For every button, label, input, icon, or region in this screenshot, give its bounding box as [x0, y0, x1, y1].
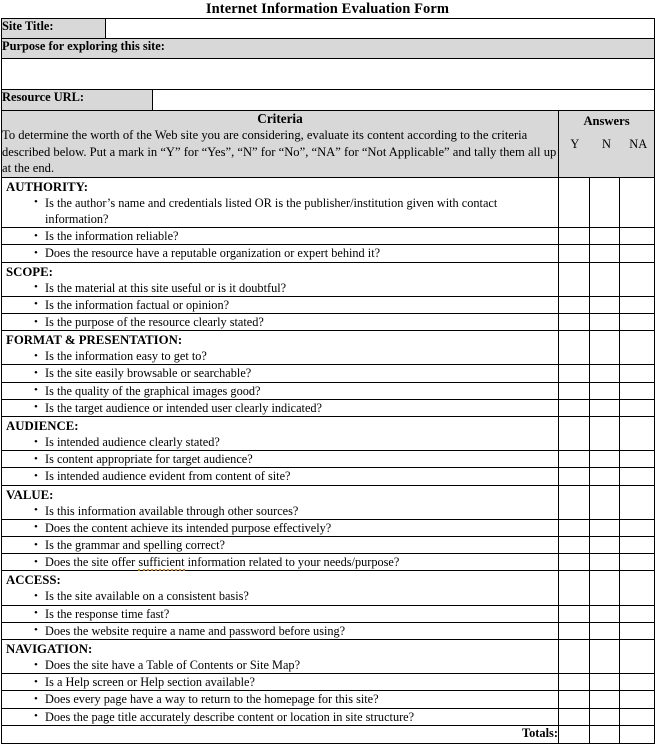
section-row-value — [2, 485, 655, 519]
section-heading-value: VALUE: — [6, 487, 54, 502]
question-row — [2, 245, 655, 262]
answer-box-n[interactable] — [590, 245, 620, 262]
question-cell — [2, 451, 559, 468]
answer-box-na[interactable] — [620, 177, 655, 227]
answer-box-na[interactable] — [620, 262, 655, 296]
totals-box-y[interactable] — [559, 725, 590, 743]
answer-box-y[interactable] — [559, 245, 590, 262]
question-item: • Is the author’s name and credentials listed OR is the publisher/institution given with contact information? — [34, 195, 558, 227]
answer-box-na[interactable] — [620, 296, 655, 313]
answer-box-n[interactable] — [590, 537, 620, 554]
question-cell — [2, 519, 559, 536]
question-item: • Is the information reliable? — [34, 228, 558, 244]
answer-box-y[interactable] — [559, 468, 590, 485]
answer-box-na[interactable] — [620, 674, 655, 691]
question-item: • Is the information factual or opinion? — [34, 297, 558, 313]
answer-box-n[interactable] — [590, 519, 620, 536]
answer-box-n[interactable] — [590, 622, 620, 639]
answer-box-y[interactable] — [559, 571, 590, 605]
question-item: • Is the quality of the graphical images good? — [34, 383, 558, 399]
answer-column-n: N — [602, 137, 611, 151]
answer-box-y[interactable] — [559, 485, 590, 519]
question-item: • Is the response time fast? — [34, 606, 558, 622]
totals-label: Totals: — [2, 725, 559, 743]
question-cell — [2, 622, 559, 639]
answer-box-n[interactable] — [590, 296, 620, 313]
answer-box-y[interactable] — [559, 691, 590, 708]
answer-box-na[interactable] — [620, 417, 655, 451]
answer-box-n[interactable] — [590, 554, 620, 571]
question-cell — [2, 245, 559, 262]
section-cell-scope — [2, 262, 559, 296]
question-row — [2, 365, 655, 382]
section-cell-value — [2, 485, 559, 519]
question-cell — [2, 314, 559, 331]
answer-box-y[interactable] — [559, 262, 590, 296]
question-item: • Does the site have a Table of Contents or Site Map? — [34, 657, 558, 673]
site-title-label: Site Title: — [2, 19, 106, 39]
answer-box-na[interactable] — [620, 382, 655, 399]
answer-box-y[interactable] — [559, 554, 590, 571]
answer-box-y[interactable] — [559, 451, 590, 468]
answer-box-y[interactable] — [559, 519, 590, 536]
question-cell — [2, 399, 559, 416]
section-heading-format: FORMAT & PRESENTATION: — [6, 333, 183, 348]
question-cell — [2, 296, 559, 313]
criteria-header-cell — [2, 111, 559, 178]
question-item: • Is content appropriate for target audience? — [34, 451, 558, 467]
question-cell — [2, 605, 559, 622]
answer-box-y[interactable] — [559, 674, 590, 691]
answer-box-y[interactable] — [559, 365, 590, 382]
question-cell — [2, 228, 559, 245]
answer-box-n[interactable] — [590, 708, 620, 725]
answer-box-n[interactable] — [590, 571, 620, 605]
question-row — [2, 451, 655, 468]
question-item: • Does the website require a name and password before using? — [34, 623, 558, 639]
question-item: • Is intended audience clearly stated? — [34, 434, 558, 450]
section-cell-format — [2, 331, 559, 365]
question-cell — [2, 691, 559, 708]
answer-box-y[interactable] — [559, 331, 590, 365]
answer-column-na: NA — [629, 137, 648, 151]
answer-column-labels — [559, 137, 654, 152]
criteria-title: Criteria — [257, 111, 303, 126]
question-cell — [2, 365, 559, 382]
section-row-navigation — [2, 640, 655, 674]
question-row — [2, 674, 655, 691]
criteria-header-row — [2, 111, 655, 178]
answer-box-n[interactable] — [590, 314, 620, 331]
resource-url-label: Resource URL: — [2, 90, 153, 111]
answer-box-na[interactable] — [620, 519, 655, 536]
answer-box-na[interactable] — [620, 691, 655, 708]
site-title-input[interactable] — [106, 19, 655, 39]
answer-box-na[interactable] — [620, 708, 655, 725]
site-title-row — [2, 19, 655, 39]
question-cell-sufficient — [2, 554, 559, 571]
purpose-label: Purpose for exploring this site: — [2, 39, 655, 59]
answer-box-y[interactable] — [559, 228, 590, 245]
answer-box-n[interactable] — [590, 177, 620, 227]
answer-box-n[interactable] — [590, 331, 620, 365]
answer-box-na[interactable] — [620, 245, 655, 262]
question-item: • Does every page have a way to return to the homepage for this site? — [34, 691, 558, 707]
page-title: Internet Information Evaluation Form — [205, 1, 450, 17]
question-item: • Does the page title accurately describe content or location in site structure? — [34, 709, 558, 725]
answer-box-y[interactable] — [559, 605, 590, 622]
section-cell-access — [2, 571, 559, 605]
answer-box-na[interactable] — [620, 605, 655, 622]
answer-box-na[interactable] — [620, 537, 655, 554]
answer-box-n[interactable] — [590, 417, 620, 451]
question-item: • Is the target audience or intended user clearly indicated? — [34, 400, 558, 416]
purpose-entry-row — [2, 59, 655, 90]
answer-box-n[interactable] — [590, 605, 620, 622]
evaluation-form-table — [1, 18, 655, 744]
answer-box-na[interactable] — [620, 331, 655, 365]
question-row — [2, 537, 655, 554]
purpose-input[interactable] — [2, 59, 655, 90]
criteria-instructions: To determine the worth of the Web site you are considering, evaluate its content according to the criteria described below. Put a mark in “Y” for “Yes”, “N” for “No”, “NA” for “Not Applicable” and tally them all up at the end. — [2, 128, 557, 176]
purpose-label-row — [2, 39, 655, 59]
answer-box-na[interactable] — [620, 622, 655, 639]
question-item: • Is the information easy to get to? — [34, 348, 558, 364]
question-cell — [2, 468, 559, 485]
answer-box-y[interactable] — [559, 177, 590, 227]
answer-box-n[interactable] — [590, 485, 620, 519]
question-cell — [2, 674, 559, 691]
question-item: • Is the site easily browsable or searchable? — [34, 365, 558, 381]
question-item: • Does the content achieve its intended purpose effectively? — [34, 520, 558, 536]
section-row-format — [2, 331, 655, 365]
section-row-access — [2, 571, 655, 605]
question-row — [2, 468, 655, 485]
answer-box-na[interactable] — [620, 640, 655, 674]
question-row — [2, 314, 655, 331]
answer-box-y[interactable] — [559, 537, 590, 554]
question-row — [2, 622, 655, 639]
totals-row — [2, 725, 655, 743]
question-item: • Is this information available through other sources? — [34, 503, 558, 519]
resource-url-input[interactable] — [153, 90, 655, 111]
answer-box-n[interactable] — [590, 468, 620, 485]
question-item: • Is the grammar and spelling correct? — [34, 537, 558, 553]
question-row — [2, 399, 655, 416]
answer-box-n[interactable] — [590, 228, 620, 245]
answer-box-n[interactable] — [590, 399, 620, 416]
answer-box-y[interactable] — [559, 296, 590, 313]
answer-box-n[interactable] — [590, 691, 620, 708]
question-row — [2, 691, 655, 708]
answer-box-na[interactable] — [620, 554, 655, 571]
answer-column-y: Y — [570, 137, 580, 151]
section-cell-authority — [2, 177, 559, 227]
question-row — [2, 382, 655, 399]
answer-box-n[interactable] — [590, 640, 620, 674]
answer-box-na[interactable] — [620, 314, 655, 331]
answer-box-y[interactable] — [559, 622, 590, 639]
question-item: • Is the purpose of the resource clearly stated? — [34, 314, 558, 330]
answer-box-y[interactable] — [559, 417, 590, 451]
question-cell — [2, 382, 559, 399]
answers-label: Answers — [583, 114, 630, 128]
section-heading-navigation: NAVIGATION: — [6, 642, 93, 657]
totals-box-na[interactable] — [620, 725, 655, 743]
spellcheck-underline: sufficient — [138, 555, 185, 570]
totals-box-n[interactable] — [590, 725, 620, 743]
answer-box-y[interactable] — [559, 314, 590, 331]
question-row — [2, 519, 655, 536]
answer-box-n[interactable] — [590, 365, 620, 382]
answer-box-n[interactable] — [590, 674, 620, 691]
answer-box-na[interactable] — [620, 365, 655, 382]
question-cell — [2, 708, 559, 725]
answer-box-y[interactable] — [559, 382, 590, 399]
resource-url-row — [2, 90, 655, 111]
answer-box-n[interactable] — [590, 382, 620, 399]
answer-box-n[interactable] — [590, 451, 620, 468]
answer-box-na[interactable] — [620, 228, 655, 245]
question-item: • Is the site available on a consistent basis? — [34, 588, 558, 604]
question-row — [2, 605, 655, 622]
answer-box-na[interactable] — [620, 485, 655, 519]
section-row-audience — [2, 417, 655, 451]
question-cell — [2, 537, 559, 554]
answer-box-na[interactable] — [620, 451, 655, 468]
question-row — [2, 708, 655, 725]
section-row-authority — [2, 177, 655, 227]
question-row — [2, 296, 655, 313]
answer-box-y[interactable] — [559, 640, 590, 674]
answer-box-na[interactable] — [620, 468, 655, 485]
question-item: • Does the site offer sufficient information related to your needs/purpose? — [34, 554, 558, 570]
question-item: • Does the resource have a reputable organization or expert behind it? — [34, 245, 558, 261]
answer-box-y[interactable] — [559, 708, 590, 725]
question-row — [2, 228, 655, 245]
section-cell-audience — [2, 417, 559, 451]
section-heading-audience: AUDIENCE: — [6, 419, 79, 434]
answer-box-n[interactable] — [590, 262, 620, 296]
question-item: • Is intended audience evident from content of site? — [34, 468, 558, 484]
question-item: • Is a Help screen or Help section available? — [34, 674, 558, 690]
section-row-scope — [2, 262, 655, 296]
answer-box-na[interactable] — [620, 571, 655, 605]
section-heading-access: ACCESS: — [6, 573, 61, 588]
answer-box-na[interactable] — [620, 399, 655, 416]
answers-header-cell — [559, 111, 655, 178]
section-cell-navigation — [2, 640, 559, 674]
section-heading-scope: SCOPE: — [6, 264, 53, 279]
question-item: • Is the material at this site useful or is it doubtful? — [34, 280, 558, 296]
section-heading-authority: AUTHORITY: — [6, 179, 89, 194]
answer-box-y[interactable] — [559, 399, 590, 416]
question-row — [2, 554, 655, 571]
